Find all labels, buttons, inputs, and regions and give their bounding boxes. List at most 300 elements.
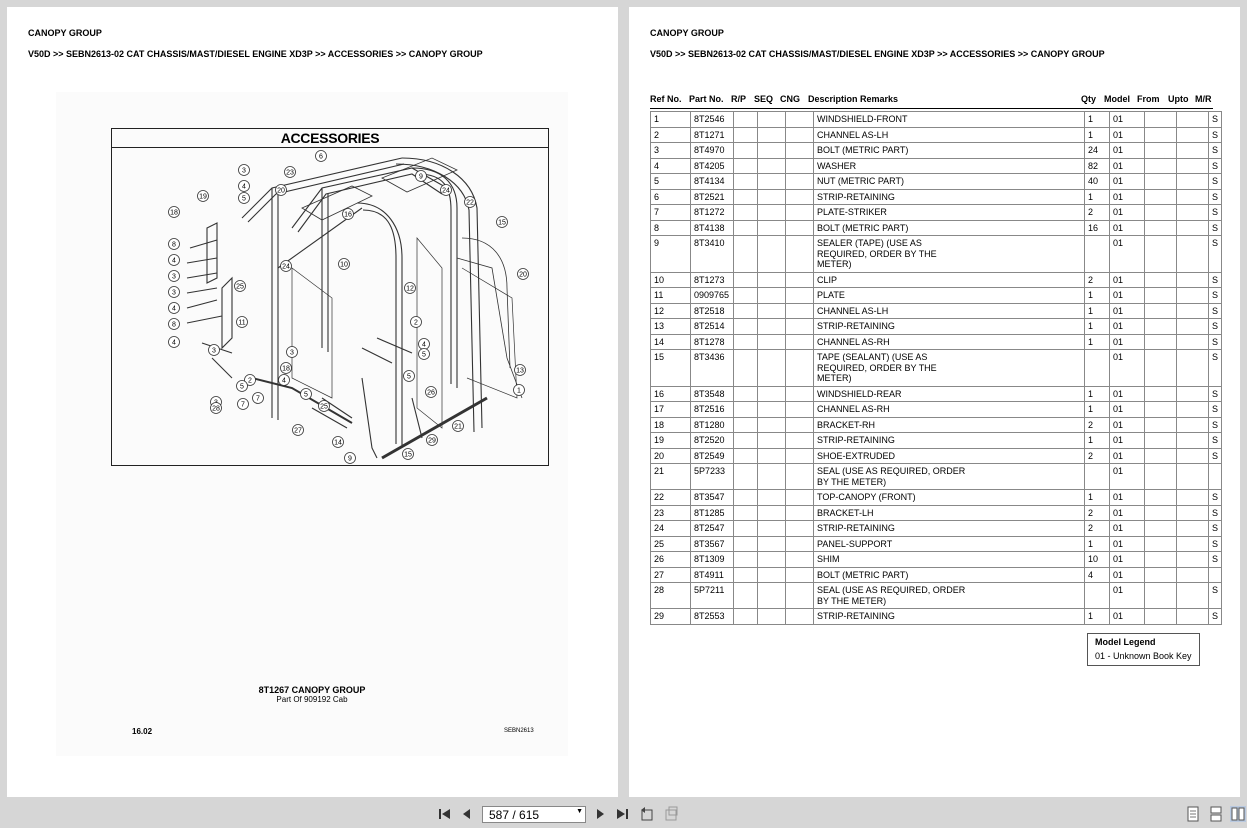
callout-label: 21 [454, 423, 462, 431]
part-no-cell: 8T2521 [691, 189, 734, 205]
table-row [651, 189, 1222, 205]
from-cell [1145, 417, 1177, 433]
callout-bubble [169, 337, 180, 348]
cng-cell [786, 127, 814, 143]
first-page-icon[interactable] [438, 806, 452, 822]
callout-label: 5 [407, 373, 411, 381]
part-no-cell: 8T3436 [691, 350, 734, 387]
mr-cell: S [1209, 417, 1222, 433]
go-forward-icon[interactable] [664, 806, 678, 822]
mr-cell: S [1209, 402, 1222, 418]
table-row [651, 334, 1222, 350]
rp-cell [734, 112, 758, 128]
description-cell: CHANNEL AS-RH [814, 402, 1085, 418]
callout-bubble [211, 403, 222, 414]
ref-no-cell: 28 [651, 583, 691, 609]
callout-bubble [514, 385, 525, 396]
model-cell: 01 [1110, 236, 1145, 273]
next-page-icon[interactable] [593, 806, 607, 822]
table-row [651, 272, 1222, 288]
single-page-view-icon[interactable] [1186, 806, 1200, 822]
table-row [651, 127, 1222, 143]
upto-cell [1177, 567, 1209, 583]
upto-cell [1177, 303, 1209, 319]
callout-label: 7 [256, 395, 260, 403]
mr-cell [1209, 464, 1222, 490]
legend-title: Model Legend [1095, 637, 1156, 647]
seq-cell [758, 433, 786, 449]
upto-cell [1177, 143, 1209, 159]
seq-cell [758, 272, 786, 288]
cng-cell [786, 158, 814, 174]
go-back-icon[interactable] [640, 806, 654, 822]
rp-cell [734, 236, 758, 273]
model-cell: 01 [1110, 288, 1145, 304]
callout-bubble [441, 185, 452, 196]
cng-cell [786, 567, 814, 583]
from-cell [1145, 521, 1177, 537]
breadcrumb: V50D >> SEBN2613-02 CAT CHASSIS/MAST/DIESEL ENGINE XD3P >> ACCESSORIES >> CANOPY GROUP [650, 49, 1105, 59]
seq-cell [758, 464, 786, 490]
upto-cell [1177, 158, 1209, 174]
qty-cell: 24 [1085, 143, 1110, 159]
callout-bubble [515, 365, 526, 376]
col-model: Model [1104, 94, 1130, 104]
model-cell: 01 [1110, 112, 1145, 128]
part-no-cell: 8T1285 [691, 505, 734, 521]
seq-cell [758, 303, 786, 319]
callout-label: 19 [199, 193, 207, 201]
upto-cell [1177, 236, 1209, 273]
seq-cell [758, 609, 786, 625]
page-number-field[interactable] [482, 806, 586, 823]
table-row [651, 521, 1222, 537]
callout-bubble [419, 339, 430, 350]
from-cell [1145, 112, 1177, 128]
mr-cell: S [1209, 220, 1222, 236]
model-cell: 01 [1110, 220, 1145, 236]
mr-cell: S [1209, 505, 1222, 521]
callout-bubble [237, 317, 248, 328]
model-cell: 01 [1110, 505, 1145, 521]
callout-bubble [253, 393, 264, 404]
part-no-cell: 5P7233 [691, 464, 734, 490]
qty-cell: 40 [1085, 174, 1110, 190]
callout-label: 1 [517, 387, 521, 395]
col-description: Description Remarks [808, 94, 899, 104]
mr-cell: S [1209, 127, 1222, 143]
callout-label: 22 [466, 199, 474, 207]
col-qty: Qty [1081, 94, 1097, 104]
upto-cell [1177, 417, 1209, 433]
from-cell [1145, 127, 1177, 143]
callout-label: 24 [442, 187, 450, 195]
cng-cell [786, 536, 814, 552]
mr-cell: S [1209, 319, 1222, 335]
qty-cell: 2 [1085, 417, 1110, 433]
viewer-toolbar [0, 800, 1247, 828]
callout-label: 15 [498, 219, 506, 227]
callout-bubble [404, 371, 415, 382]
callout-label: 27 [294, 427, 302, 435]
qty-cell: 1 [1085, 402, 1110, 418]
callout-bubble [238, 399, 249, 410]
seq-cell [758, 567, 786, 583]
part-no-cell: 8T1273 [691, 272, 734, 288]
last-page-icon[interactable] [615, 806, 629, 822]
page-indicator[interactable]: 587 / 615 [489, 808, 540, 822]
description-cell: WINDSHIELD-REAR [814, 386, 1085, 402]
ref-no-cell: 3 [651, 143, 691, 159]
mr-cell: S [1209, 158, 1222, 174]
callout-label: 20 [519, 271, 527, 279]
rp-cell [734, 464, 758, 490]
part-no-cell: 8T1271 [691, 127, 734, 143]
from-cell [1145, 174, 1177, 190]
table-row [651, 143, 1222, 159]
from-cell [1145, 552, 1177, 568]
model-cell: 01 [1110, 552, 1145, 568]
page-title: CANOPY GROUP [28, 28, 102, 38]
qty-cell: 2 [1085, 505, 1110, 521]
ref-no-cell: 5 [651, 174, 691, 190]
model-cell: 01 [1110, 521, 1145, 537]
mr-cell: S [1209, 189, 1222, 205]
cng-cell [786, 521, 814, 537]
rp-cell [734, 272, 758, 288]
callout-label: 4 [172, 305, 176, 313]
ref-no-cell: 27 [651, 567, 691, 583]
rp-cell [734, 505, 758, 521]
model-cell: 01 [1110, 350, 1145, 387]
description-cell: BOLT (METRIC PART) [814, 567, 1085, 583]
model-cell: 01 [1110, 464, 1145, 490]
qty-cell: 2 [1085, 272, 1110, 288]
callout-label: 5 [422, 351, 426, 359]
ref-no-cell: 26 [651, 552, 691, 568]
callout-bubble [169, 303, 180, 314]
callout-label: 5 [242, 195, 246, 203]
part-no-cell: 0909765 [691, 288, 734, 304]
callout-bubble [426, 387, 437, 398]
rp-cell [734, 536, 758, 552]
cng-cell [786, 334, 814, 350]
table-row [651, 583, 1222, 609]
upto-cell [1177, 402, 1209, 418]
upto-cell [1177, 205, 1209, 221]
callout-label: 4 [242, 183, 246, 191]
cng-cell [786, 189, 814, 205]
callout-label: 8 [172, 241, 176, 249]
ref-no-cell: 10 [651, 272, 691, 288]
part-no-cell: 8T4205 [691, 158, 734, 174]
upto-cell [1177, 583, 1209, 609]
rp-cell [734, 567, 758, 583]
callout-bubble [287, 347, 298, 358]
ref-no-cell: 2 [651, 127, 691, 143]
rp-cell [734, 288, 758, 304]
ref-no-cell: 24 [651, 521, 691, 537]
seq-cell [758, 417, 786, 433]
from-cell [1145, 272, 1177, 288]
chevron-down-icon[interactable]: ▼ [576, 808, 583, 815]
col-from: From [1137, 94, 1160, 104]
cng-cell [786, 464, 814, 490]
seq-cell [758, 505, 786, 521]
model-cell: 01 [1110, 402, 1145, 418]
qty-cell: 2 [1085, 521, 1110, 537]
callout-label: 4 [422, 341, 426, 349]
callout-bubble [416, 171, 427, 182]
diagram-title: ACCESSORIES [112, 129, 548, 148]
two-page-view-icon[interactable] [1230, 806, 1246, 822]
description-cell: BOLT (METRIC PART) [814, 220, 1085, 236]
callout-label: 18 [170, 209, 178, 217]
from-cell [1145, 567, 1177, 583]
mr-cell: S [1209, 386, 1222, 402]
ref-no-cell: 25 [651, 536, 691, 552]
cng-cell [786, 272, 814, 288]
seq-cell [758, 174, 786, 190]
table-row [651, 288, 1222, 304]
ref-no-cell: 17 [651, 402, 691, 418]
description-cell: STRIP-RETAINING [814, 521, 1085, 537]
rp-cell [734, 402, 758, 418]
description-cell: SEAL (USE AS REQUIRED, ORDER BY THE METER) [814, 583, 1085, 609]
from-cell [1145, 448, 1177, 464]
description-cell: BRACKET-RH [814, 417, 1085, 433]
description-cell: BOLT (METRIC PART) [814, 143, 1085, 159]
part-no-cell: 5P7211 [691, 583, 734, 609]
callout-bubble [343, 209, 354, 220]
callout-label: 23 [286, 169, 294, 177]
rp-cell [734, 448, 758, 464]
callout-bubble [169, 207, 180, 218]
cng-cell [786, 288, 814, 304]
table-row [651, 536, 1222, 552]
table-row [651, 220, 1222, 236]
part-no-cell: 8T2516 [691, 402, 734, 418]
description-cell: WINDSHIELD-FRONT [814, 112, 1085, 128]
part-no-cell: 8T2547 [691, 521, 734, 537]
from-cell [1145, 386, 1177, 402]
description-cell: SEALER (TAPE) (USE AS REQUIRED, ORDER BY THE METER) [814, 236, 1085, 273]
qty-cell: 1 [1085, 288, 1110, 304]
model-cell: 01 [1110, 567, 1145, 583]
part-no-cell: 8T3410 [691, 236, 734, 273]
callout-label: 2 [414, 319, 418, 327]
ref-no-cell: 18 [651, 417, 691, 433]
ref-no-cell: 19 [651, 433, 691, 449]
table-row [651, 552, 1222, 568]
mr-cell: S [1209, 583, 1222, 609]
part-no-cell: 8T4911 [691, 567, 734, 583]
part-no-cell: 8T2518 [691, 303, 734, 319]
model-cell: 01 [1110, 205, 1145, 221]
callout-label: 4 [172, 257, 176, 265]
model-cell: 01 [1110, 303, 1145, 319]
seq-cell [758, 402, 786, 418]
callout-label: 3 [172, 289, 176, 297]
qty-cell: 1 [1085, 127, 1110, 143]
ref-no-cell: 16 [651, 386, 691, 402]
seq-cell [758, 350, 786, 387]
cng-cell [786, 552, 814, 568]
description-cell: CHANNEL AS-LH [814, 303, 1085, 319]
cng-cell [786, 350, 814, 387]
ref-no-cell: 20 [651, 448, 691, 464]
qty-cell: 1 [1085, 189, 1110, 205]
table-row [651, 417, 1222, 433]
model-cell: 01 [1110, 386, 1145, 402]
seq-cell [758, 189, 786, 205]
qty-cell: 1 [1085, 536, 1110, 552]
ref-no-cell: 15 [651, 350, 691, 387]
callout-bubble [169, 271, 180, 282]
callout-bubble [235, 281, 246, 292]
col-upto: Upto [1168, 94, 1189, 104]
seq-cell [758, 490, 786, 506]
table-row [651, 158, 1222, 174]
upto-cell [1177, 386, 1209, 402]
rp-cell [734, 158, 758, 174]
callout-label: 5 [240, 383, 244, 391]
cng-cell [786, 303, 814, 319]
table-row [651, 609, 1222, 625]
mr-cell: S [1209, 236, 1222, 273]
ref-no-cell: 8 [651, 220, 691, 236]
cng-cell [786, 448, 814, 464]
qty-cell: 10 [1085, 552, 1110, 568]
callout-bubble [169, 319, 180, 330]
part-no-cell: 8T4134 [691, 174, 734, 190]
model-cell: 01 [1110, 536, 1145, 552]
seq-cell [758, 536, 786, 552]
model-cell: 01 [1110, 174, 1145, 190]
mr-cell: S [1209, 143, 1222, 159]
rp-cell [734, 220, 758, 236]
qty-cell: 4 [1085, 567, 1110, 583]
rp-cell [734, 583, 758, 609]
callout-label: 5 [304, 391, 308, 399]
callout-bubble [285, 167, 296, 178]
col-mr: M/R [1195, 94, 1212, 104]
cng-cell [786, 205, 814, 221]
callout-bubble [497, 217, 508, 228]
parts-diagram-scan [56, 92, 568, 756]
rp-cell [734, 386, 758, 402]
table-row [651, 236, 1222, 273]
model-cell: 01 [1110, 143, 1145, 159]
ref-no-cell: 21 [651, 464, 691, 490]
callout-label: 12 [406, 285, 414, 293]
diagram-frame [111, 128, 549, 466]
callout-label: 3 [212, 347, 216, 355]
mr-cell: S [1209, 536, 1222, 552]
seq-cell [758, 552, 786, 568]
callout-bubble [518, 269, 529, 280]
part-no-cell: 8T3548 [691, 386, 734, 402]
model-cell: 01 [1110, 609, 1145, 625]
cng-cell [786, 319, 814, 335]
continuous-view-icon[interactable] [1209, 806, 1223, 822]
callout-label: 9 [348, 455, 352, 463]
table-row [651, 174, 1222, 190]
table-row [651, 448, 1222, 464]
description-cell: PLATE [814, 288, 1085, 304]
seq-cell [758, 143, 786, 159]
cng-cell [786, 386, 814, 402]
callout-bubble [169, 287, 180, 298]
part-no-cell: 8T2514 [691, 319, 734, 335]
prev-page-icon[interactable] [460, 806, 474, 822]
ref-no-cell: 4 [651, 158, 691, 174]
model-cell: 01 [1110, 319, 1145, 335]
upto-cell [1177, 189, 1209, 205]
upto-cell [1177, 350, 1209, 387]
from-cell [1145, 350, 1177, 387]
rp-cell [734, 521, 758, 537]
part-no-cell: 8T1280 [691, 417, 734, 433]
upto-cell [1177, 448, 1209, 464]
qty-cell: 1 [1085, 609, 1110, 625]
callout-bubble [209, 345, 220, 356]
table-row [651, 567, 1222, 583]
model-legend [1087, 633, 1200, 666]
rp-cell [734, 319, 758, 335]
rp-cell [734, 174, 758, 190]
qty-cell: 2 [1085, 205, 1110, 221]
seq-cell [758, 112, 786, 128]
part-no-cell: 8T1278 [691, 334, 734, 350]
parts-table [650, 111, 1222, 625]
callout-bubble [339, 259, 350, 270]
legend-entry: 01 - Unknown Book Key [1095, 651, 1192, 661]
qty-cell: 1 [1085, 433, 1110, 449]
seq-cell [758, 236, 786, 273]
qty-cell: 2 [1085, 448, 1110, 464]
part-no-cell: 8T4138 [691, 220, 734, 236]
mr-cell: S [1209, 205, 1222, 221]
description-cell: SHIM [814, 552, 1085, 568]
callout-bubble [333, 437, 344, 448]
upto-cell [1177, 112, 1209, 128]
callout-bubble [239, 181, 250, 192]
from-cell [1145, 189, 1177, 205]
col-part-no: Part No. [689, 94, 724, 104]
callout-bubble [281, 261, 292, 272]
callout-bubble [198, 191, 209, 202]
callout-bubble [419, 349, 430, 360]
callout-label: 13 [516, 367, 524, 375]
callout-label: 3 [172, 273, 176, 281]
from-cell [1145, 303, 1177, 319]
scan-doc-code: SEBN2613 [504, 728, 534, 734]
upto-cell [1177, 127, 1209, 143]
seq-cell [758, 288, 786, 304]
ref-no-cell: 13 [651, 319, 691, 335]
from-cell [1145, 158, 1177, 174]
mr-cell: S [1209, 303, 1222, 319]
callout-label: 2 [248, 377, 252, 385]
part-no-cell: 8T4970 [691, 143, 734, 159]
callout-label: 4 [172, 339, 176, 347]
rp-cell [734, 433, 758, 449]
qty-cell: 1 [1085, 490, 1110, 506]
scan-page-number: 16.02 [132, 727, 153, 736]
callout-bubble [281, 363, 292, 374]
upto-cell [1177, 288, 1209, 304]
